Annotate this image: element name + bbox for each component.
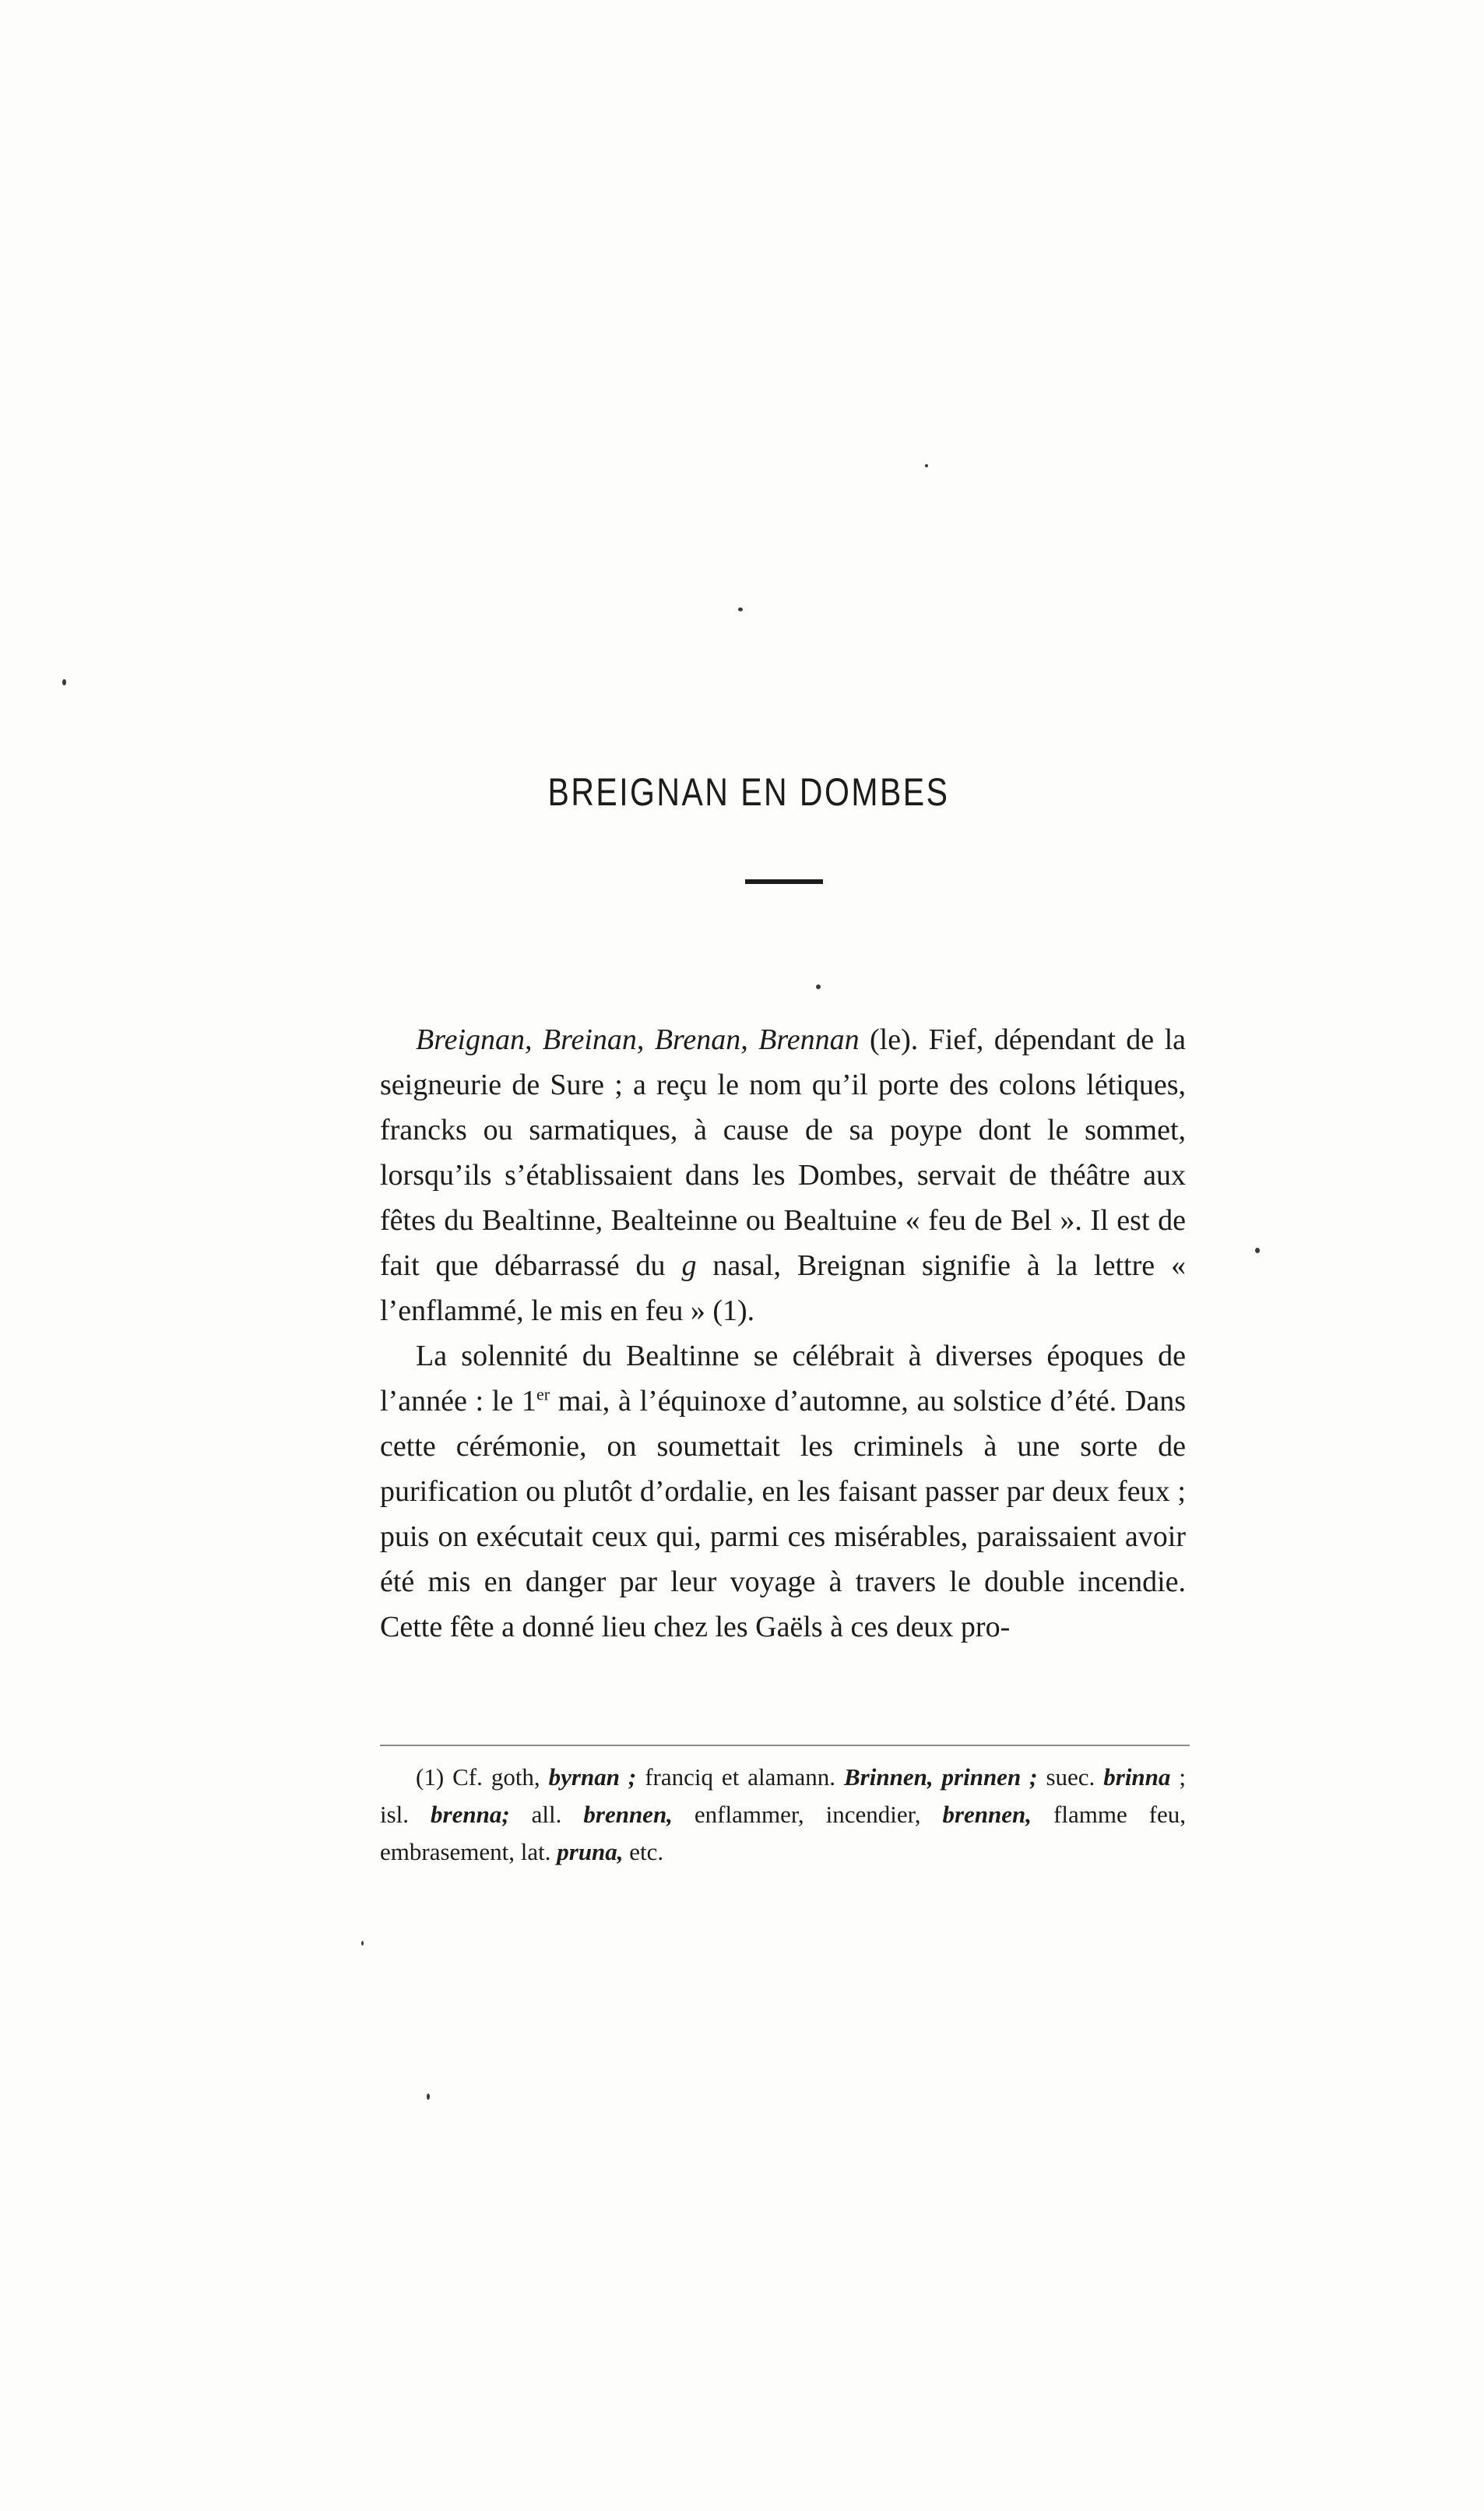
footnote-word: brennen, bbox=[583, 1801, 673, 1828]
footnote-text: all. bbox=[509, 1801, 584, 1828]
footnote-text: (1) Cf. goth, bbox=[416, 1763, 549, 1791]
footnote-text: etc. bbox=[623, 1838, 664, 1865]
footnote-word: brennen, bbox=[942, 1801, 1032, 1828]
footnote-separator bbox=[380, 1745, 1190, 1746]
paragraph-text: nasal, Breignan signifie à la lettre « l’enflammé, le mis en feu » (1). bbox=[380, 1249, 1186, 1327]
footnote-word: byrnan ; bbox=[548, 1763, 637, 1791]
footnote bbox=[380, 1759, 1186, 1871]
ordinal-suffix: er bbox=[536, 1384, 550, 1404]
paragraph-text: mai, à l’équinoxe d’automne, au solstice d’été. Dans cette cérémonie, on soumettait les criminels à une sorte de purification ou plutôt d’ordalie, en les faisant passer par deux feux ; puis on exécutait ceux qui, parmi ces misérables, paraissaient avoir été mis en danger par leur voyage à travers le double incendie. Cette fête a donné lieu chez les Gaëls à ces deux pro- bbox=[380, 1385, 1186, 1643]
footnote-text: franciq et alamann. bbox=[636, 1763, 844, 1791]
main-text bbox=[380, 1017, 1186, 1650]
paragraph-text: (le). Fief, dépendant de la seigneurie de Sure ; a reçu le nom qu’il porte des colons létiques, francks ou sarmatiques, à cause de sa poype dont le sommet, lorsqu’ils s’établissaient dans les Dombes, servait de théâtre aux fêtes du Bealtinne, Bealteinne ou Bealtuine « feu de Bel ». Il est de fait que débarrassé du bbox=[380, 1023, 1186, 1282]
place-names: Breignan, Breinan, Brenan, Brennan bbox=[416, 1023, 860, 1056]
footnote-text: flamme feu, embrasement, lat. bbox=[380, 1801, 1187, 1865]
paragraph-bealtinne bbox=[380, 1333, 1186, 1650]
ink-speck bbox=[361, 1941, 364, 1946]
footnote-text: ; isl. bbox=[380, 1763, 1186, 1828]
italic-letter: g bbox=[681, 1249, 697, 1282]
page-title: BREIGNAN EN DOMBES bbox=[547, 770, 950, 814]
paragraph-text: La solennité du Bealtinne se célébrait à diverses époques de l’année : le 1 bbox=[380, 1340, 1186, 1418]
title-underline bbox=[745, 879, 823, 884]
footnote-word: brenna; bbox=[431, 1801, 510, 1828]
ink-speck bbox=[816, 984, 821, 989]
footnote-word: pruna, bbox=[557, 1838, 624, 1865]
footnote-word: brinna bbox=[1103, 1763, 1171, 1791]
footnote-word: Brinnen, prinnen ; bbox=[843, 1763, 1038, 1791]
ink-speck bbox=[1255, 1248, 1260, 1253]
ink-speck bbox=[738, 608, 743, 611]
footnote-text: enflammer, incendier, bbox=[672, 1801, 943, 1828]
ink-speck bbox=[925, 464, 928, 467]
ink-speck bbox=[62, 679, 66, 685]
footnote-text: suec. bbox=[1037, 1763, 1104, 1791]
ink-speck bbox=[427, 2094, 430, 2100]
paragraph-breignan bbox=[380, 1017, 1186, 1333]
